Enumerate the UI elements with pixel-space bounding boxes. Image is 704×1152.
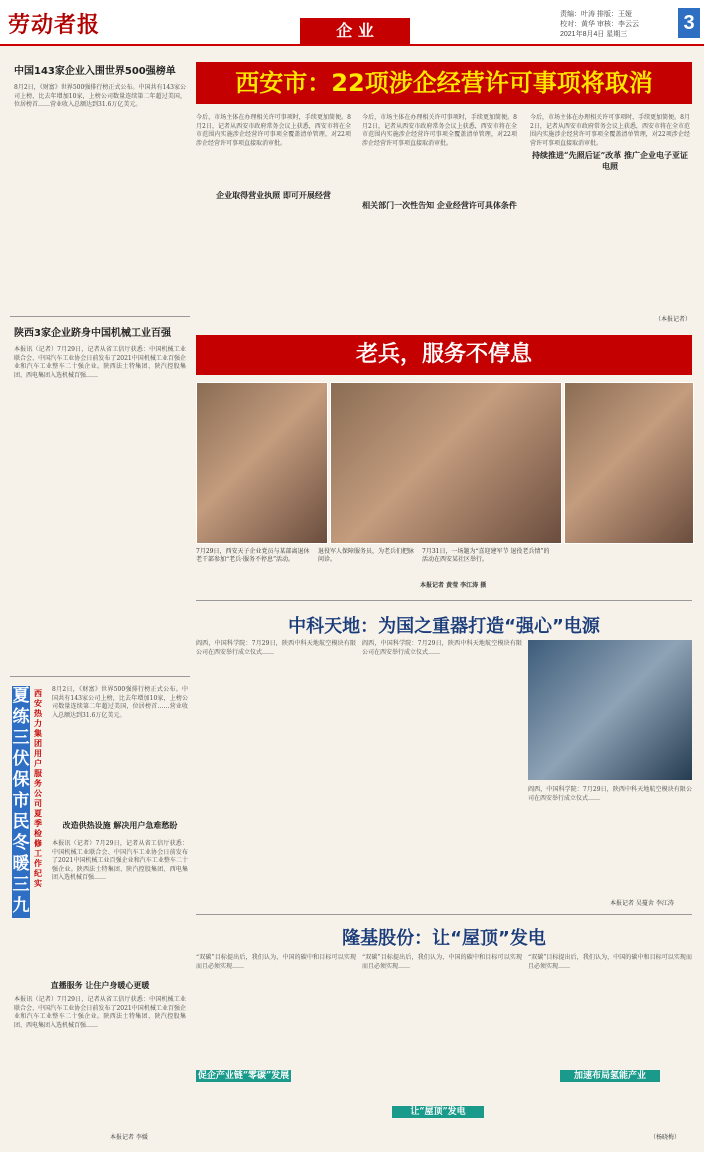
date-line: 责编：叶涛 排版：王娅 校对：黄华 审核：李云云 2021年8月4日 星期三 bbox=[560, 11, 639, 38]
photo bbox=[330, 382, 562, 544]
article-title: 中国143家企业入围世界500强榜单 bbox=[14, 66, 176, 77]
page-number: 3 bbox=[678, 8, 700, 38]
article-body: 本报讯（记者）7月29日，记者从省工信厅获悉：中国机械工业联合会、中国汽车工业协会日前发布了2021中国机械工业百强企业和汽车工业整车二十强企业。陕西法士特集团、陕汽控股集团、西电集团入选机械百强…… bbox=[14, 346, 186, 379]
byline: 本报记者 李媛 bbox=[110, 1134, 148, 1141]
article-body: 阎西，中国科学院：7月29日，陕西中科天地航空模块有限公司在西安举行成立仪式…… bbox=[528, 786, 692, 802]
article-body: 今后，市场主体在办理相关许可事项时，手续更加简便。8月2日，记者从西安市政府常务会议上获悉，西安市将在全市范围内实施涉企经营许可事项全覆盖清单管理，对22项涉企经营许可事项直接取消审批。 bbox=[196, 114, 351, 147]
article-body: “双碳”目标提出后，我们认为，中国的碳中和目标可以实现而且必须实现…… bbox=[196, 954, 356, 970]
headline: 西安市：22项涉企经营许可事项将取消 bbox=[235, 69, 653, 97]
photo bbox=[196, 382, 328, 544]
headline: 中科天地：为国之重器打造“强心”电源 bbox=[288, 616, 600, 637]
article-body: “双碳”目标提出后，我们认为，中国的碳中和目标可以实现而且必须实现…… bbox=[528, 954, 692, 970]
byline: （杨晓梅） bbox=[650, 1134, 681, 1141]
article-body: 本报讯（记者）7月29日，记者从省工信厅获悉：中国机械工业联合会、中国汽车工业协会日前发布了2021中国机械工业百强企业和汽车工业整车二十强企业。陕西法士特集团、陕汽控股集团、西电集团入选机械百强…… bbox=[14, 996, 186, 1029]
section-subhead: 改造供热设施 解决用户急难愁盼 bbox=[62, 820, 178, 830]
article-body: 8月2日，《财富》世界500强排行榜正式公布。中国共有143家公司上榜，比去年增加10家，上榜公司数量连续第二年超过美国，位居榜首……营业收入总额达到31.6万亿美元。 bbox=[14, 84, 186, 108]
feature-subtitle: 西安热力集团用户服务公司夏季检修工作纪实 bbox=[34, 688, 42, 888]
article-title: 陕西3家企业跻身中国机械工业百强 bbox=[14, 328, 171, 339]
article-body: 本报讯（记者）7月29日，记者从省工信厅获悉：中国机械工业联合会、中国汽车工业协会日前发布了2021中国机械工业百强企业和汽车工业整车二十强企业。陕西法士特集团、陕汽控股集团、西电集团入选机械百强…… bbox=[52, 840, 188, 881]
section-subhead: 促企产业链“零碳”发展 bbox=[197, 1071, 290, 1081]
section-subhead: 持续推进“先照后证”改革 推广企业电子亚证电照 bbox=[532, 150, 688, 171]
photo-caption: 退役军人保障服务员，为老兵们把脉问诊。 bbox=[318, 548, 415, 563]
headline: 隆基股份：让“屋顶”发电 bbox=[342, 928, 546, 949]
section-subhead: 相关部门一次性告知 企业经营许可具体条件 bbox=[362, 200, 517, 210]
section-subhead: 企业取得营业执照 即可开展经营 bbox=[216, 190, 331, 200]
byline: 本报记者 黄莹 李江涛 摄 bbox=[420, 582, 487, 589]
article-body: “双碳”目标提出后，我们认为，中国的碳中和目标可以实现而且必须实现…… bbox=[362, 954, 522, 970]
factory-photo bbox=[528, 640, 692, 780]
photo-caption: 7月31日，一场题为“喜迎建军节 退役老兵情”的活动在西安某社区举行。 bbox=[422, 548, 550, 563]
masthead bbox=[0, 0, 704, 46]
section-subhead: 加速布局氢能产业 bbox=[560, 1070, 660, 1082]
headline: 老兵，服务不停息 bbox=[355, 342, 532, 367]
newspaper-logo: 劳动者报 bbox=[8, 12, 101, 38]
article-body: 阎西，中国科学院：7月29日，陕西中科天地航空模块有限公司在西安举行成立仪式…… bbox=[362, 640, 522, 656]
photo bbox=[564, 382, 694, 544]
headline-banner bbox=[196, 62, 692, 104]
byline: 本报记者 吴蔓舍 李江涛 bbox=[610, 900, 674, 907]
article-body: 今后，市场主体在办理相关许可事项时，手续更加简便。8月2日，记者从西安市政府常务会议上获悉，西安市将在全市范围内实施涉企经营许可事项全覆盖清单管理，对22项涉企经营许可事项直接取消审批。 bbox=[362, 114, 517, 147]
section-label: 企 业 bbox=[300, 18, 410, 44]
headline-banner bbox=[196, 335, 692, 375]
section-subhead: 让“屋顶”发电 bbox=[392, 1106, 484, 1118]
article-body: 今后，市场主体在办理相关许可事项时，手续更加简便。8月2日，记者从西安市政府常务会议上获悉，西安市将在全市范围内实施涉企经营许可事项全覆盖清单管理，对22项涉企经营许可事项直接取消审批。 bbox=[530, 114, 690, 147]
byline: （本报记者） bbox=[655, 316, 692, 323]
article-body: 阎西，中国科学院：7月29日，陕西中科天地航空模块有限公司在西安举行成立仪式…… bbox=[196, 640, 356, 656]
section-subhead: 直播服务 让住户身暖心更暖 bbox=[50, 980, 150, 990]
article-body: 8月2日，《财富》世界500强排行榜正式公布。中国共有143家公司上榜，比去年增加10家，上榜公司数量连续第二年超过美国，位居榜首……营业收入总额达到31.6万亿美元。 bbox=[52, 686, 188, 719]
feature-title: 夏练三伏 保市民冬暖三九 bbox=[12, 686, 30, 916]
photo-caption: 7月29日，西安天子企业党员与某部离退休老干部参加“老兵·服务不停息”活动。 bbox=[196, 548, 310, 563]
